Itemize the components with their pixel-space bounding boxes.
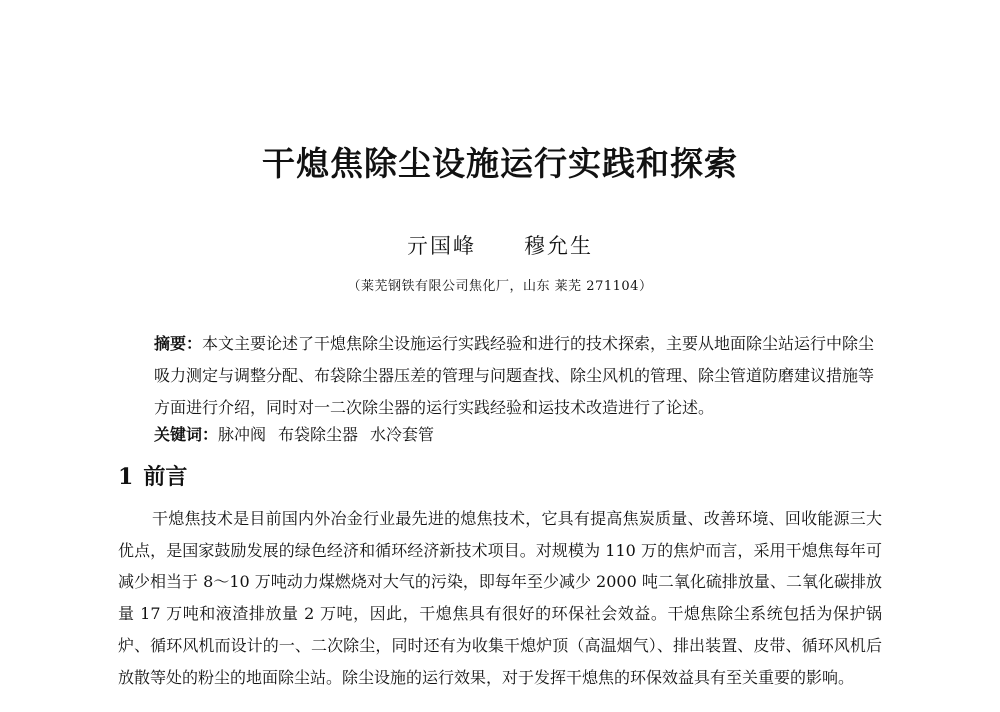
paper-title: 干熄焦除尘设施运行实践和探索 <box>262 144 738 184</box>
section-heading <box>118 460 187 491</box>
keywords <box>154 424 882 446</box>
body-paragraph: 干熄焦技术是目前国内外冶金行业最先进的熄焦技术，它具有提高焦炭质量、改善环境、回收能源三大优点，是国家鼓励发展的绿色经济和循环经济新技术项目。对规模为 110 万的焦炉而言，采用干熄焦每年可减少相当于 8～10 万吨动力煤燃烧对大气的污染，即每年至少减少 2000 吨二氧化硫排放量、二氧化碳排放量 17 万吨和液渣排放量 2 万吨，因此，干熄焦具有很好的环保社会效益。干熄焦除尘系统包括为保护锅炉、循环风机而设计的一、二次除尘，同时还有为收集干熄炉顶（高温烟气）、排出装置、皮带、循环风机后放散等处的粉尘的地面除尘站。除尘设施的运行效果，对于发挥干熄焦的环保效益具有至关重要的影响。 <box>118 509 882 687</box>
author-list <box>0 230 1000 260</box>
section-title: 前言 <box>143 464 188 490</box>
keywords-label: 关键词： <box>154 425 219 444</box>
keyword: 水冷套管 <box>370 425 435 444</box>
section-number: 1 <box>118 464 134 490</box>
abstract-text: 本文主要论述了干熄焦除尘设施运行实践经验和进行的技术探索，主要从地面除尘站运行中除尘吸力测定与调整分配、布袋除尘器压差的管理与问题查找、除尘风机的管理、除尘管道防磨建议措施等方面进行介绍，同时对一二次除尘器的运行实践经验和运技术改造进行了论述。 <box>154 334 875 417</box>
keyword: 布袋除尘器 <box>278 425 359 444</box>
author-affiliation: （莱芜钢铁有限公司焦化厂，山东 莱芜 271104） <box>347 279 653 294</box>
author-name: 亓国峰 <box>407 234 476 258</box>
abstract <box>154 328 882 424</box>
keyword: 脉冲阀 <box>218 425 267 444</box>
author-name: 穆允生 <box>524 234 593 258</box>
abstract-label: 摘要： <box>154 334 203 353</box>
